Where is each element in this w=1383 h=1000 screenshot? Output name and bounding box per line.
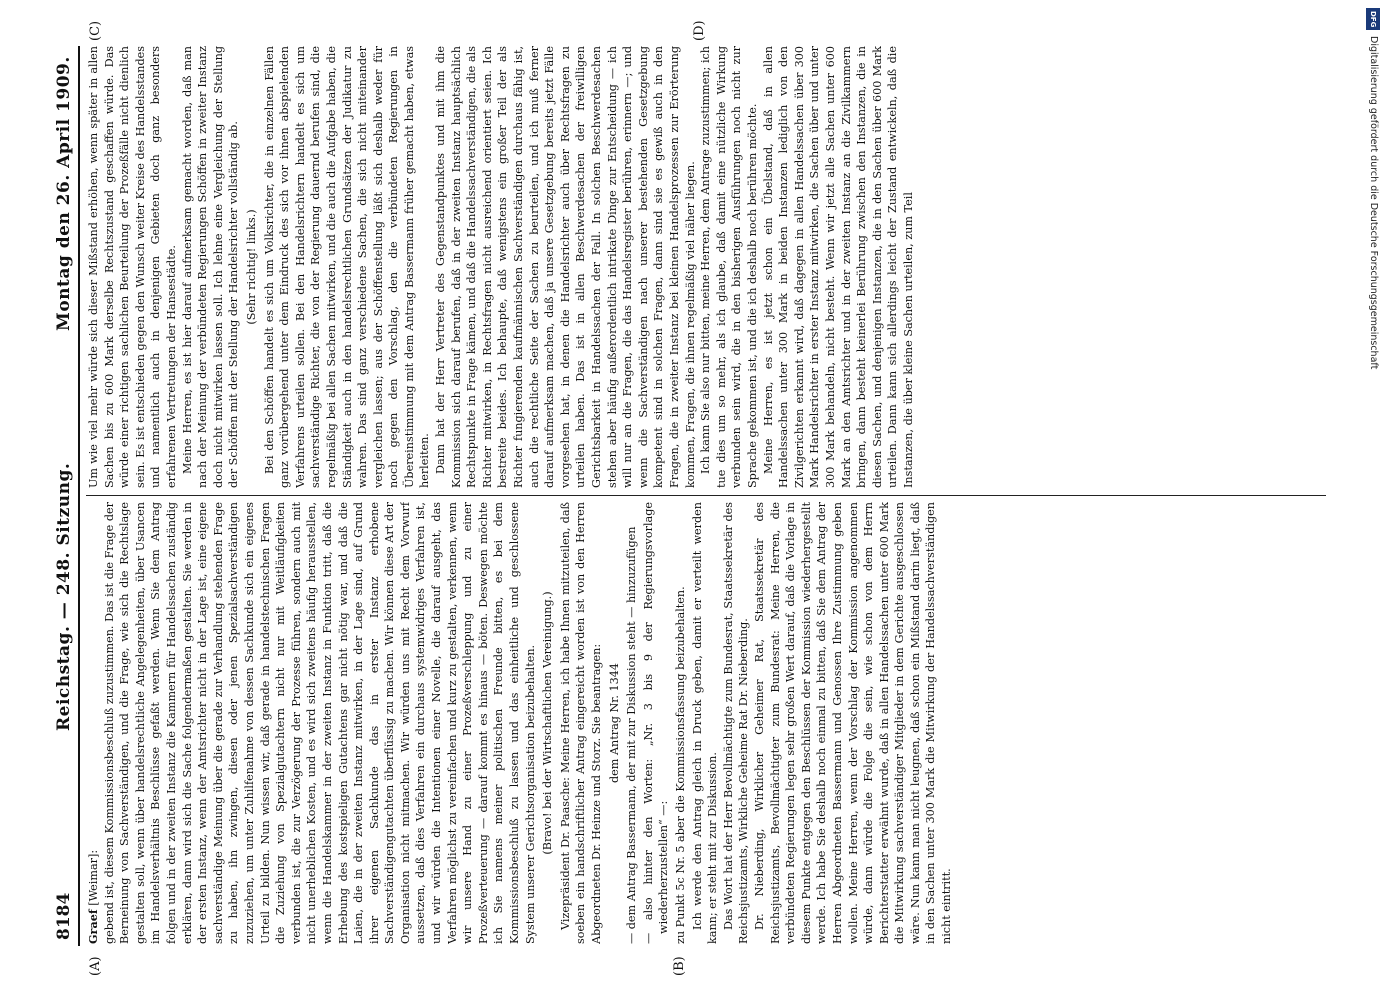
motion-item: — also hinter den Worten: „Nr. 3 bis 9 der Regierungsvorlage wiederherzustellen“ —: (641, 502, 671, 944)
paragraph: Das Wort hat der Herr Bevollmächtigte zum Bundesrat, Staatssekretär des Reichsjustizamts, Wirkliche Geheime Rat Dr. Nieberding. (721, 502, 751, 944)
motion-item: — dem Antrag Bassermann, der mit zur Diskussion steht — hinzuzufügen (625, 526, 639, 944)
paragraph: Meine Herren, es ist hier darauf aufmerksam gemacht worden, daß man nach der Meinung der verbündeten Regierungen Schöffen in zweiter Instanz doch nicht mitwirken lassen soll. Ich lehne eine Vergleichung der Stellung der Schöffen mit der Stellung der Handelsrichter vollständig ab. (180, 46, 241, 488)
applause-note: (Bravo! bei der Wirtschaftlichen Vereinigung.) (541, 591, 555, 855)
page-header (52, 46, 80, 946)
margin-marker-a: (A) (88, 956, 103, 976)
left-column (86, 502, 1326, 944)
paragraph: Dr. Nieberding, Wirklicher Geheimer Rat, Staatssekretär des Reichsjustizamts, Bevollmächtigter zum Bundesrat: Meine Herren, die verbündeten Regierungen legen sehr großen Wert darauf, daß die Vorlage in diesem Punkte entgegen den Beschlüssen der Kommission wiederhergestellt werde. Ich habe Sie deshalb noch einmal zu bitten, daß Sie dem Antrag der Herren Abgeordneten Bassermann und Genossen Ihre Zustimmung geben wollen. Meine Herren, wenn der Vorschlag der Kommission angenommen würde, dann würde die Folge die sein, wie schon von dem Herrn Berichterstatter erwähnt wurde, daß in allen Handelssachen unter 600 Mark die Mitwirkung sachverständiger Mitglieder in dem Gerichte ausgeschlossen wäre. Nun kann man nicht leugnen, daß schon ein Mißstand darin liegt, daß in den Sachen unter 300 Mark die Mitwirkung der Handelssachverständigen nicht eintritt. (752, 502, 954, 944)
date-title: Montag den 26. April 1909. (54, 56, 74, 331)
speaker-party: [Weimar]: (87, 849, 100, 906)
paragraph: Um wie viel mehr würde sich dieser Mißstand erhöhen, wenn später in allen Sachen bis zu 600 Mark derselbe Rechtszustand geschaffen würde. Das würde einer richtigen sachlichen Beurteilung der Prozeßfälle nicht dienlich sein. Es ist entschieden gegen den Wunsch weiter Kreise des Handelsstandes und namentlich auch in denjenigen Gebieten doch ganz besonders erfahrenen Vertretungen der Hansestädte. (87, 46, 178, 488)
margin-marker-c: (C) (88, 20, 103, 41)
paragraph: Ich werde den Antrag gleich in Druck geben, damit er verteilt werden kann; er steht mit zur Diskussion. (690, 502, 720, 944)
paragraph: Dann hat der Herr Vertreter des Gegenstandpunktes und mit ihm die Kommission sich darauf berufen, daß in der zweiten Instanz hauptsächlich Rechtspunkte in Frage kämen, und daß die Handelssachverständigen, die als Richter mitwirken, in Rechtsfragen nicht ausreichend orientiert seien. Ich bestreite beides. Ich behaupte, daß wenigstens ein großer Teil der als Richter fungierenden kaufmännischen Sachverständigen durchaus fähig ist, auch die rechtliche Seite der Sachen zu beurteilen, und ich muß ferner darauf aufmerksam machen, daß ja unsere Gesetzgebung bereits jetzt Fälle vorgesehen hat, in denen die Handelsrichter auch über Rechtsfragen zu urteilen haben. Das ist in allen Beschwerdesachen der freiwilligen Gerichtsbarkeit in Handelssachen der Fall. In solchen Beschwerdesachen stehen aber häufig außerordentlich intrikate Dinge zur Entscheidung — ich will nur an die Fragen, die das Handelsregister berühren, erinnern —; und wenn die Sachverständigen nach unserer bestehenden Gesetzgebung kompetent sind in solchen Fragen, dann sind sie es gewiß auch in den Fragen, die in zweiter Instanz bei kleinen Handelsprozessen zur Erörterung kommen, Fragen, die ihnen regelmäßig viel näher liegen. (434, 46, 697, 488)
motion-item: zu Punkt 5c Nr. 5 aber die Kommissionsfassung beizubehalten. (673, 586, 687, 944)
rotated-page (52, 20, 1337, 976)
margin-marker-b: (B) (672, 956, 687, 976)
speaker-intro-line (86, 502, 102, 944)
paragraph: gebend ist, diesem Kommissionsbeschluß zuzustimmen. Das ist die Frage der Berneinung von Sachverständigen, und die Frage, wie sich die Rechtslage gestalten soll, wenn über handelsrechtliche Angelegenheiten, über Usancen im Handelsverhältnis Beschlüsse gefaßt werden. Wenn Sie dem Antrag folgen und in der zweiten Instanz die Kammern für Handelssachen zuständig erklären, dann wird sich die Sache folgendermaßen gestalten. Sie werden in der ersten Instanz, wenn der Amtsrichter nicht in der Lage ist, eine eigene sachverständige Meinung über die gerade zur Verhandlung stehenden Frage zu haben, ihn zwingen, diesen oder jenen Spezialsachverständigen zuzuziehen, um unter Zuhilfenahme von dessen Sachkunde sich ein eigenes Urteil zu bilden. Nun wissen wir, daß gerade in handelstechnischen Fragen die Zuziehung von Spezialgutachtern nicht nur mit Weitläufigkeiten verbunden ist, die zur Verzögerung der Prozesse führen, sondern auch mit nicht unerheblichen Kosten, und es wird sich zweitens häufig herausstellen, wenn die Handelskammer in der zweiten Instanz in Funktion tritt, daß die Erhebung des kostspieligen Gutachtens gar nicht nötig war, und daß die Laien, die in der zweiten Instanz mitwirken, in der Lage sind, auf Grund ihrer eigenen Sachkunde das in erster Instanz erhobene Sachverständigengutachten überflüssig zu machen. Wir können diese Art der Organisation nicht mitmachen. Wir würden uns mit Recht dem Vorwurf aussetzen, daß dies Verfahren ein durchaus systemwidriges Verfahren ist, und wir würden die Intentionen einer Novelle, die darauf ausgeht, das Verfahren möglichst zu vereinfachen und kurz zu gestalten, verkennen, wenn wir unsere Hand zu einer Prozeßverschleppung und zu einer Prozeßverteuerung — darauf kommt es hinaus — böten. Deswegen möchte ich Sie namens meiner politischen Freunde bitten, es bei dem Kommissionsbeschluß zu lassen und das einheitliche und geschlossene System unserer Gerichtsorganisation beizubehalten. (102, 502, 537, 944)
paragraph: Vizepräsident Dr. Paasche: Meine Herren, ich habe Ihnen mitzuteilen, daß soeben ein handschriftlicher Antrag eingereicht worden ist von den Herren Abgeordneten Dr. Heinze und Storz. Sie beantragen: (558, 502, 603, 944)
paragraph: Ich kann Sie also nur bitten, meine Herren, dem Antrage zuzustimmen; ich tue dies um so mehr, als ich glaube, daß damit eine nützliche Wirkung verbunden sein wird, die in den bisherigen Ausführungen noch nicht zur Sprache gekommen ist, und die ich deshalb noch berühren möchte. (699, 46, 759, 488)
paragraph: Bei den Schöffen handelt es sich um Volksrichter, die in einzelnen Fällen ganz vorübergehend unter dem Eindruck des sich vor ihnen abspielenden Verfahrens urteilen sollen. Bei den Handelsrichtern handelt es sich um sachverständige Richter, die von der Regierung dauernd berufen sind, die regelmäßig bei allen Sachen mitwirken, und die auch die Aufgabe haben, die Ständigkeit auch in den handelsrechtlichen Grundsätzen der Judikatur zu wahren. Das sind ganz verschiedene Sachen, die sich nicht miteinander vergleichen lassen; aus der Schöffenstellung läßt sich deshalb weder für noch gegen den Vorschlag, den die verbündeten Regierungen in Übereinstimmung mit dem Antrag Bassermann früher gemacht haben, etwas herleiten. (262, 46, 432, 488)
paragraph: Meine Herren, es ist jetzt schon ein Übelstand, daß in allen Handelssachen unter 300 Mark in beiden Instanzen lediglich von den Zivilgerichten erkannt wird, daß dagegen in allen Handelssachen über 300 Mark Handelsrichter in erster Instanz mitwirken, die Sachen über und unter 300 Mark behandeln, nicht besteht. Wenn wir jetzt alle Sachen unter 600 Mark an den Amtsrichter und in der zweiten Instanz an die Zivilkammern bringen, dann besteht keinerlei Berührung zwischen den Instanzen, die in diesen Sachen, und denjenigen Instanzen, die in den Sachen über 600 Mark urteilen. Dann kann sich allerdings leicht der Zustand entwickeln, daß die Instanzen, die über kleine Sachen urteilen, zum Teil (761, 46, 915, 488)
right-column (86, 46, 1326, 488)
column-divider (86, 495, 1326, 496)
motion-title: dem Antrag Nr. 1344 (607, 663, 621, 783)
session-title: Reichstag. — 248. Sitzung. (54, 462, 74, 731)
speaker-name: Graef (86, 909, 100, 944)
funding-note: Digitalisierung gefördert durch die Deutsche Forschungsgemeinschaft (1368, 36, 1379, 370)
dfg-logo: DFG (1366, 8, 1380, 30)
applause-note: (Sehr richtig! links.) (244, 209, 258, 325)
page-number: 8184 (54, 892, 74, 940)
margin-marker-d: (D) (692, 20, 707, 41)
